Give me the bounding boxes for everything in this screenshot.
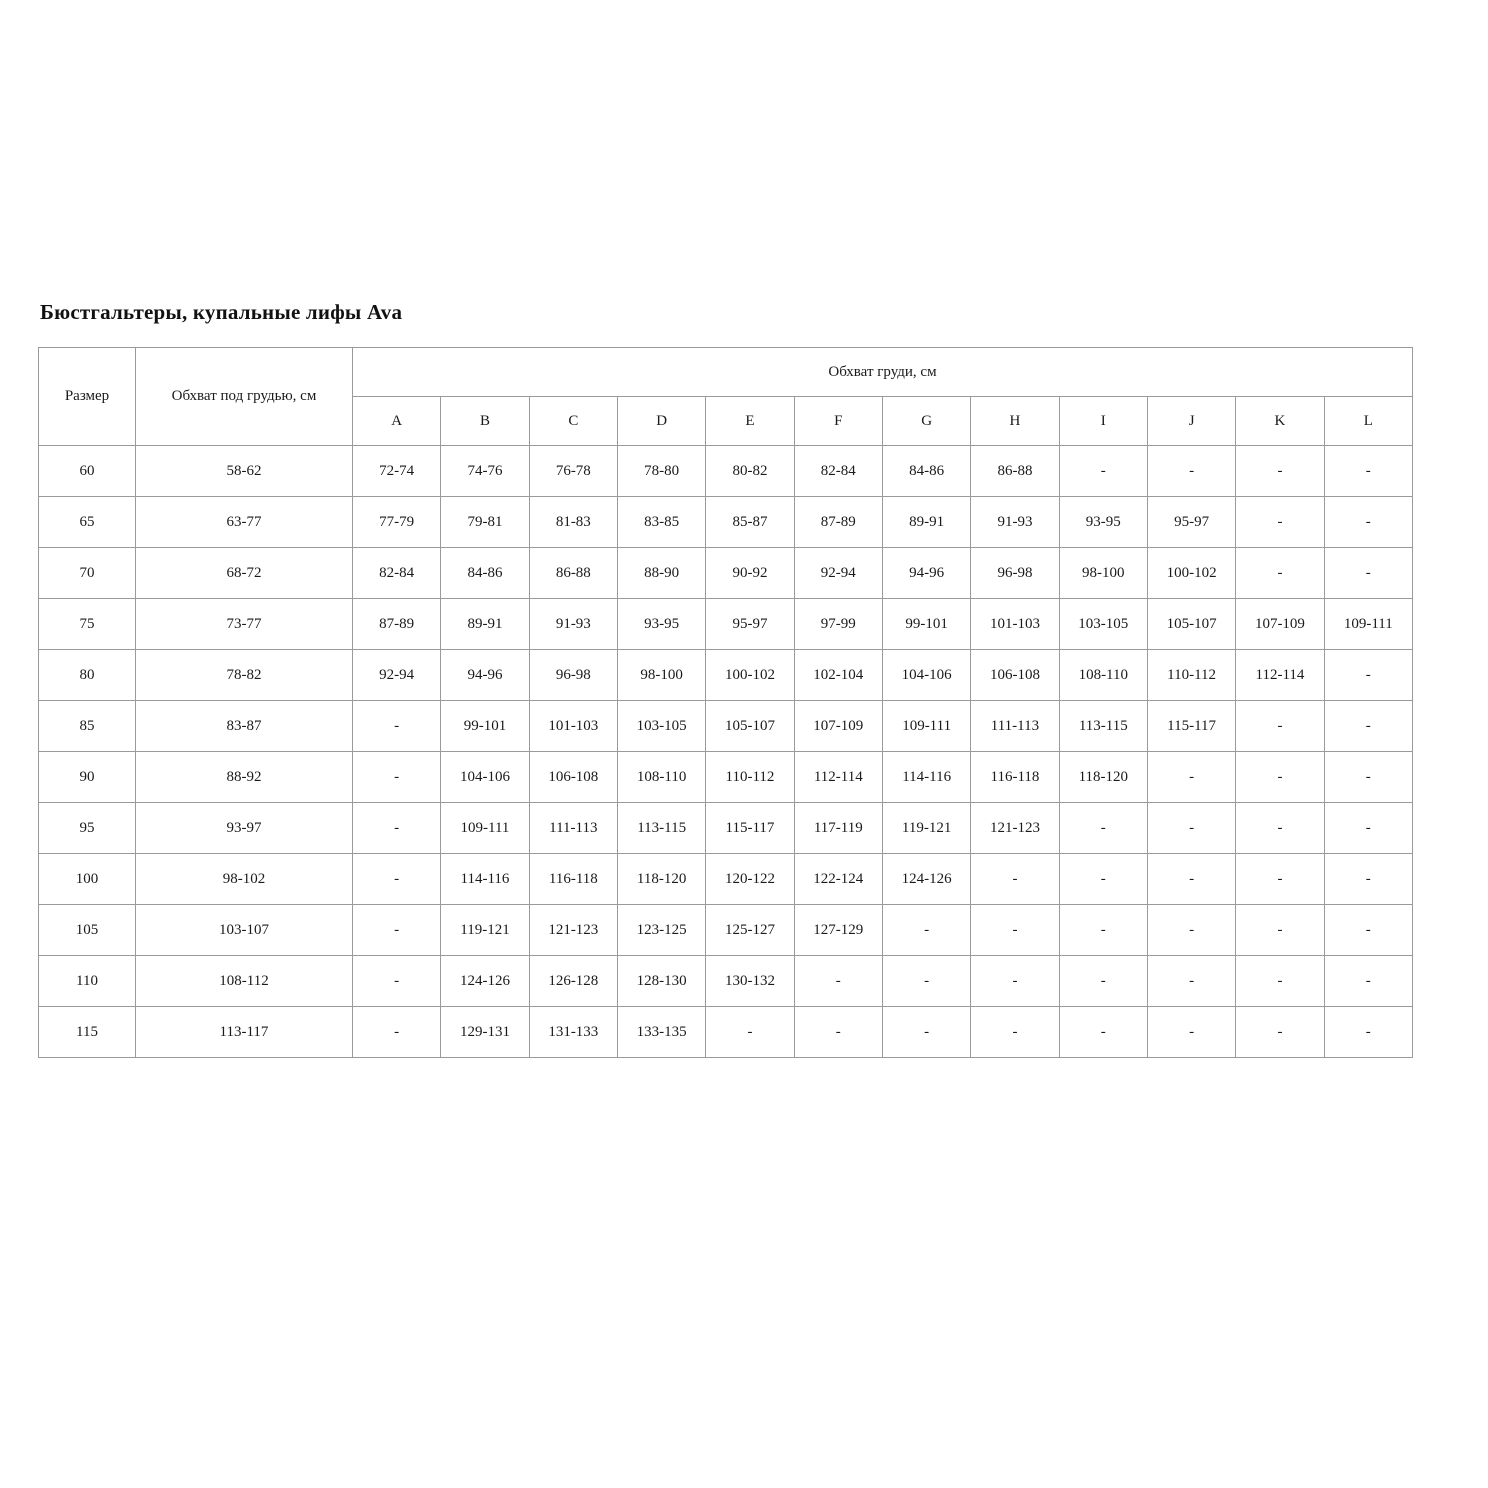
cell-cup-f: 127-129: [794, 905, 882, 956]
cell-size: 110: [39, 956, 136, 1007]
cell-cup-a: -: [353, 752, 441, 803]
cell-cup-d: 113-115: [617, 803, 705, 854]
cell-cup-h: 96-98: [971, 548, 1059, 599]
cell-underbust: 103-107: [136, 905, 353, 956]
cell-cup-d: 128-130: [617, 956, 705, 1007]
cell-cup-k: -: [1236, 803, 1324, 854]
cell-cup-b: 79-81: [441, 497, 529, 548]
cell-cup-l: -: [1324, 497, 1412, 548]
cell-cup-g: -: [882, 1007, 970, 1058]
header-cup-k: K: [1236, 397, 1324, 446]
cell-cup-j: -: [1147, 956, 1235, 1007]
cell-cup-b: 84-86: [441, 548, 529, 599]
table-row: [39, 548, 1413, 599]
cell-cup-a: -: [353, 803, 441, 854]
cell-cup-c: 81-83: [529, 497, 617, 548]
cell-cup-b: 109-111: [441, 803, 529, 854]
cell-cup-d: 133-135: [617, 1007, 705, 1058]
cell-cup-a: -: [353, 1007, 441, 1058]
cell-cup-h: 101-103: [971, 599, 1059, 650]
cell-cup-j: -: [1147, 803, 1235, 854]
header-cup-g: G: [882, 397, 970, 446]
header-cup-f: F: [794, 397, 882, 446]
cell-cup-k: 112-114: [1236, 650, 1324, 701]
cell-cup-i: 93-95: [1059, 497, 1147, 548]
cell-cup-a: 72-74: [353, 446, 441, 497]
cell-cup-g: 94-96: [882, 548, 970, 599]
document-sheet: [38, 300, 1450, 1058]
cell-cup-f: 102-104: [794, 650, 882, 701]
cell-cup-l: -: [1324, 650, 1412, 701]
cell-cup-b: 124-126: [441, 956, 529, 1007]
cell-cup-f: 112-114: [794, 752, 882, 803]
cell-cup-i: 98-100: [1059, 548, 1147, 599]
cell-cup-i: -: [1059, 1007, 1147, 1058]
cell-size: 60: [39, 446, 136, 497]
table-row: [39, 446, 1413, 497]
cell-cup-c: 106-108: [529, 752, 617, 803]
cell-underbust: 93-97: [136, 803, 353, 854]
cell-cup-f: -: [794, 1007, 882, 1058]
header-underbust: Обхват под грудью, см: [136, 348, 353, 446]
cell-size: 90: [39, 752, 136, 803]
table-row: [39, 803, 1413, 854]
cell-cup-j: 110-112: [1147, 650, 1235, 701]
cell-cup-f: 87-89: [794, 497, 882, 548]
cell-cup-f: 122-124: [794, 854, 882, 905]
cell-cup-k: -: [1236, 548, 1324, 599]
cell-cup-i: -: [1059, 956, 1147, 1007]
cell-cup-h: -: [971, 956, 1059, 1007]
cell-cup-e: 90-92: [706, 548, 794, 599]
cell-cup-k: 107-109: [1236, 599, 1324, 650]
cell-cup-h: 116-118: [971, 752, 1059, 803]
table-row: [39, 956, 1413, 1007]
size-chart-table: [38, 347, 1413, 1058]
cell-cup-b: 99-101: [441, 701, 529, 752]
cell-cup-e: 80-82: [706, 446, 794, 497]
cell-cup-d: 88-90: [617, 548, 705, 599]
cell-cup-k: -: [1236, 905, 1324, 956]
page-title: Бюстгальтеры, купальные лифы Ava: [40, 300, 403, 324]
cell-underbust: 88-92: [136, 752, 353, 803]
cell-cup-d: 98-100: [617, 650, 705, 701]
cell-cup-c: 126-128: [529, 956, 617, 1007]
table-row: [39, 905, 1413, 956]
cell-cup-c: 111-113: [529, 803, 617, 854]
cell-cup-e: 120-122: [706, 854, 794, 905]
cell-cup-j: -: [1147, 446, 1235, 497]
cell-cup-e: -: [706, 1007, 794, 1058]
cell-cup-c: 116-118: [529, 854, 617, 905]
cell-cup-a: 77-79: [353, 497, 441, 548]
cell-cup-a: -: [353, 956, 441, 1007]
cell-cup-i: -: [1059, 854, 1147, 905]
cell-cup-l: -: [1324, 752, 1412, 803]
cell-cup-k: -: [1236, 701, 1324, 752]
cell-size: 80: [39, 650, 136, 701]
cell-cup-a: 87-89: [353, 599, 441, 650]
table-header-row-primary: [39, 348, 1413, 397]
cell-underbust: 83-87: [136, 701, 353, 752]
cell-cup-i: 118-120: [1059, 752, 1147, 803]
cell-cup-b: 129-131: [441, 1007, 529, 1058]
cell-cup-g: 99-101: [882, 599, 970, 650]
cell-cup-d: 93-95: [617, 599, 705, 650]
cell-cup-d: 83-85: [617, 497, 705, 548]
cell-cup-i: 103-105: [1059, 599, 1147, 650]
cell-cup-a: -: [353, 854, 441, 905]
cell-cup-j: -: [1147, 854, 1235, 905]
table-header: [39, 348, 1413, 446]
cell-cup-k: -: [1236, 497, 1324, 548]
cell-cup-d: 118-120: [617, 854, 705, 905]
cell-cup-b: 74-76: [441, 446, 529, 497]
cell-underbust: 63-77: [136, 497, 353, 548]
cell-cup-g: 124-126: [882, 854, 970, 905]
cell-cup-b: 104-106: [441, 752, 529, 803]
cell-cup-k: -: [1236, 956, 1324, 1007]
cell-size: 95: [39, 803, 136, 854]
cell-cup-k: -: [1236, 854, 1324, 905]
cell-cup-g: -: [882, 956, 970, 1007]
cell-cup-g: 114-116: [882, 752, 970, 803]
cell-cup-c: 91-93: [529, 599, 617, 650]
cell-cup-k: -: [1236, 446, 1324, 497]
cell-underbust: 73-77: [136, 599, 353, 650]
cell-cup-f: 117-119: [794, 803, 882, 854]
header-cup-l: L: [1324, 397, 1412, 446]
cell-cup-i: 113-115: [1059, 701, 1147, 752]
cell-cup-j: 95-97: [1147, 497, 1235, 548]
cell-cup-d: 103-105: [617, 701, 705, 752]
cell-cup-e: 100-102: [706, 650, 794, 701]
cell-cup-e: 105-107: [706, 701, 794, 752]
cell-underbust: 78-82: [136, 650, 353, 701]
cell-cup-l: -: [1324, 446, 1412, 497]
cell-cup-c: 131-133: [529, 1007, 617, 1058]
header-cup-b: B: [441, 397, 529, 446]
table-body: [39, 446, 1413, 1058]
cell-cup-j: -: [1147, 752, 1235, 803]
cell-cup-f: -: [794, 956, 882, 1007]
cell-cup-e: 110-112: [706, 752, 794, 803]
table-row: [39, 701, 1413, 752]
cell-size: 115: [39, 1007, 136, 1058]
cell-size: 105: [39, 905, 136, 956]
cell-underbust: 58-62: [136, 446, 353, 497]
cell-cup-a: -: [353, 905, 441, 956]
cell-cup-c: 86-88: [529, 548, 617, 599]
table-row: [39, 1007, 1413, 1058]
cell-size: 70: [39, 548, 136, 599]
cell-cup-j: -: [1147, 905, 1235, 956]
cell-size: 75: [39, 599, 136, 650]
cell-underbust: 113-117: [136, 1007, 353, 1058]
cell-cup-l: -: [1324, 905, 1412, 956]
cell-cup-c: 101-103: [529, 701, 617, 752]
cell-cup-l: -: [1324, 701, 1412, 752]
cell-cup-g: 104-106: [882, 650, 970, 701]
cell-cup-g: -: [882, 905, 970, 956]
header-cup-h: H: [971, 397, 1059, 446]
cell-underbust: 108-112: [136, 956, 353, 1007]
cell-cup-j: -: [1147, 1007, 1235, 1058]
cell-cup-g: 84-86: [882, 446, 970, 497]
cell-cup-c: 96-98: [529, 650, 617, 701]
header-size: Размер: [39, 348, 136, 446]
cell-underbust: 68-72: [136, 548, 353, 599]
cell-cup-h: -: [971, 905, 1059, 956]
table-row: [39, 752, 1413, 803]
cell-cup-j: 100-102: [1147, 548, 1235, 599]
cell-cup-l: -: [1324, 1007, 1412, 1058]
cell-cup-g: 119-121: [882, 803, 970, 854]
cell-cup-f: 107-109: [794, 701, 882, 752]
header-cup-d: D: [617, 397, 705, 446]
cell-cup-j: 105-107: [1147, 599, 1235, 650]
cell-cup-i: -: [1059, 446, 1147, 497]
cell-size: 85: [39, 701, 136, 752]
cell-cup-k: -: [1236, 1007, 1324, 1058]
cell-cup-d: 108-110: [617, 752, 705, 803]
header-cup-c: C: [529, 397, 617, 446]
cell-cup-j: 115-117: [1147, 701, 1235, 752]
cell-underbust: 98-102: [136, 854, 353, 905]
cell-cup-l: -: [1324, 956, 1412, 1007]
cell-cup-f: 97-99: [794, 599, 882, 650]
cell-cup-b: 114-116: [441, 854, 529, 905]
cell-cup-i: 108-110: [1059, 650, 1147, 701]
cell-cup-d: 123-125: [617, 905, 705, 956]
header-cup-a: A: [353, 397, 441, 446]
cell-cup-f: 82-84: [794, 446, 882, 497]
cell-cup-e: 125-127: [706, 905, 794, 956]
cell-cup-l: -: [1324, 803, 1412, 854]
header-cup-i: I: [1059, 397, 1147, 446]
table-row: [39, 497, 1413, 548]
cell-cup-l: 109-111: [1324, 599, 1412, 650]
cell-cup-k: -: [1236, 752, 1324, 803]
cell-cup-e: 95-97: [706, 599, 794, 650]
cell-cup-b: 119-121: [441, 905, 529, 956]
cell-cup-l: -: [1324, 854, 1412, 905]
cell-cup-h: 86-88: [971, 446, 1059, 497]
cell-cup-a: 82-84: [353, 548, 441, 599]
cell-cup-h: 111-113: [971, 701, 1059, 752]
cell-cup-a: 92-94: [353, 650, 441, 701]
table-row: [39, 650, 1413, 701]
cell-cup-h: -: [971, 1007, 1059, 1058]
table-row: [39, 854, 1413, 905]
cell-cup-c: 121-123: [529, 905, 617, 956]
cell-cup-d: 78-80: [617, 446, 705, 497]
header-bust-group: Обхват груди, см: [353, 348, 1413, 397]
cell-cup-g: 89-91: [882, 497, 970, 548]
cell-cup-b: 89-91: [441, 599, 529, 650]
cell-cup-h: 106-108: [971, 650, 1059, 701]
cell-cup-i: -: [1059, 905, 1147, 956]
cell-cup-a: -: [353, 701, 441, 752]
cell-cup-h: -: [971, 854, 1059, 905]
cell-size: 65: [39, 497, 136, 548]
header-cup-e: E: [706, 397, 794, 446]
header-cup-j: J: [1147, 397, 1235, 446]
cell-cup-h: 121-123: [971, 803, 1059, 854]
cell-size: 100: [39, 854, 136, 905]
cell-cup-h: 91-93: [971, 497, 1059, 548]
cell-cup-e: 85-87: [706, 497, 794, 548]
cell-cup-c: 76-78: [529, 446, 617, 497]
cell-cup-e: 115-117: [706, 803, 794, 854]
table-row: [39, 599, 1413, 650]
cell-cup-l: -: [1324, 548, 1412, 599]
cell-cup-f: 92-94: [794, 548, 882, 599]
cell-cup-i: -: [1059, 803, 1147, 854]
cell-cup-e: 130-132: [706, 956, 794, 1007]
cell-cup-g: 109-111: [882, 701, 970, 752]
cell-cup-b: 94-96: [441, 650, 529, 701]
